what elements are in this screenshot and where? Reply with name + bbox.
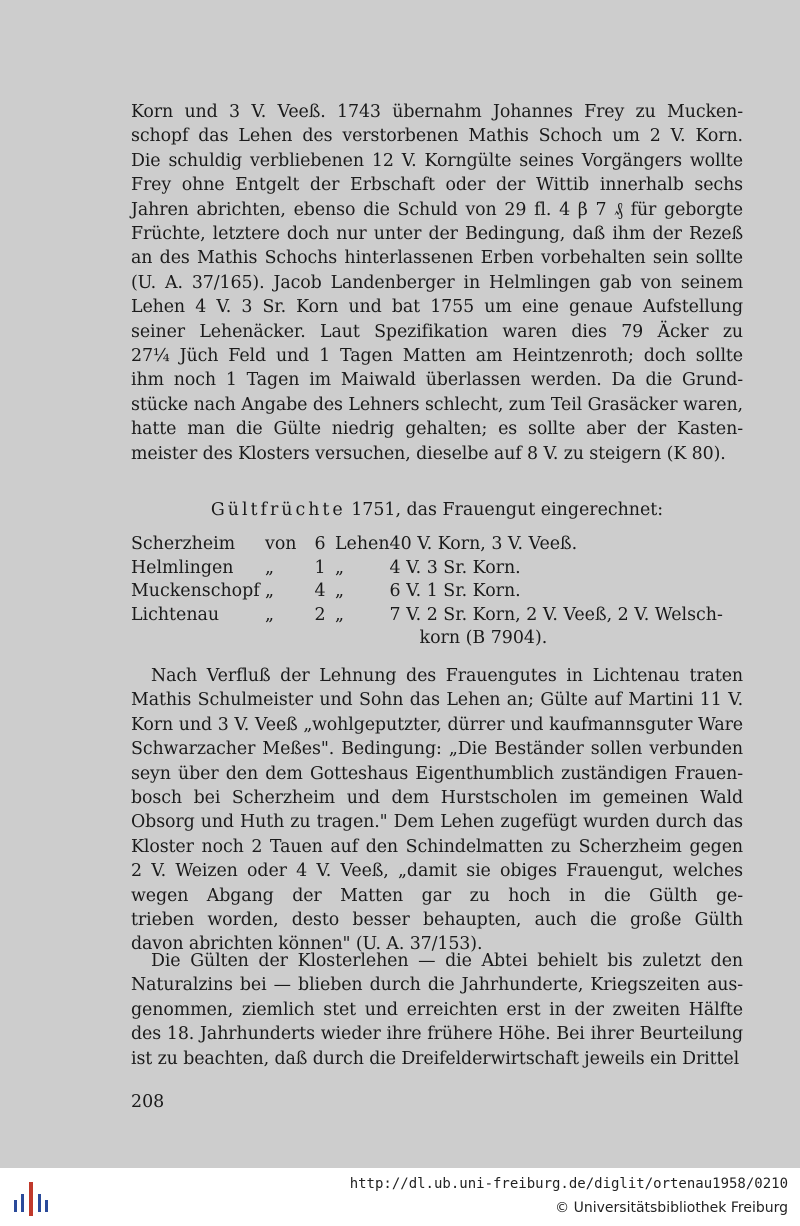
cell-lehen: „: [335, 557, 345, 578]
text-line: seiner Lehenäcker. Laut Spezifikation waren dies 79 Äcker zu: [131, 321, 743, 342]
fruits-table: [131, 534, 780, 652]
cell-place: Scherzheim: [131, 534, 236, 554]
text-line: des 18. Jahrhunderts wieder ihre frühere Höhe. Bei ihrer Beurteilung: [131, 1024, 743, 1045]
paragraph-1: [131, 100, 743, 466]
cell-num: 2: [314, 604, 326, 625]
footer-copyright: © Universitätsbibliothek Freiburg: [555, 1200, 788, 1216]
text-line: Schwarzacher Meßes". Bedingung: „Die Beständer sollen verbunden: [131, 739, 743, 760]
text-line: hatte man die Gülte niedrig gehalten; es sollte aber der Kasten-: [131, 419, 743, 440]
cell-lehen: [335, 628, 390, 652]
cell-num: 4: [314, 581, 326, 601]
table-row: [131, 628, 780, 652]
cell-value: 40 V. Korn, 3 V. Veeß.: [389, 534, 578, 554]
table-row: [131, 534, 780, 558]
cell-num: 6: [314, 534, 326, 554]
text-line: Kloster noch 2 Tauen auf den Schindelmatten zu Scherzheim gegen: [131, 836, 743, 857]
cell-place: [131, 628, 265, 652]
text-line: Korn und 3 V. Veeß. 1743 übernahm Johannes Frey zu Mucken-: [131, 102, 743, 122]
text-line: bosch bei Scherzheim und dem Hurstscholen im gemeinen Wald: [131, 788, 743, 809]
footer-bar: [0, 1168, 800, 1226]
text-line: Mathis Schulmeister und Sohn das Lehen an; Gülte auf Martini 11 V.: [131, 690, 743, 711]
text-line: an des Mathis Schochs hinterlassenen Erben vorbehalten sein sollte: [131, 248, 743, 269]
cell-von: „: [265, 557, 275, 578]
text-line: Jahren abrichten, ebenso die Schuld von 29 fl. 4 β 7 ₰ für geborgte: [131, 199, 743, 220]
text-line: ihm noch 1 Tagen im Maiwald überlassen werden. Da die Grund-: [131, 370, 743, 391]
table-row: [131, 558, 780, 582]
cell-value: korn (B 7904).: [419, 628, 548, 648]
cell-num: [305, 628, 335, 652]
text-line: ist zu beachten, daß durch die Dreifelderwirtschaft jeweils ein Drittel: [131, 1048, 740, 1069]
text-line: 27¼ Jüch Feld und 1 Tagen Matten am Heintzenroth; doch sollte: [131, 346, 743, 367]
cell-lehen: „: [335, 581, 345, 601]
text-line: wegen Abgang der Matten gar zu hoch in die Gülth ge-: [131, 885, 743, 906]
text-line: Naturalzins bei — blieben durch die Jahrhunderte, Kriegszeiten aus-: [131, 975, 743, 996]
text-line: trieben worden, desto besser behaupten, auch die große Gülth: [131, 910, 743, 931]
section-heading: [131, 498, 743, 522]
text-line: Die Gülten der Klosterlehen — die Abtei behielt bis zuletzt den: [151, 951, 743, 971]
cell-place: Lichtenau: [131, 604, 220, 625]
text-line: Obsorg und Huth zu tragen." Dem Lehen zugefügt wurden durch das: [131, 812, 743, 833]
table-row: [131, 605, 780, 629]
text-line: Früchte, letztere doch nur unter der Bedingung, daß ihm der Rezeß: [131, 224, 743, 245]
text-line: genommen, ziemlich stet und erreichten erst in der zweiten Hälfte: [131, 999, 743, 1020]
cell-place: Helmlingen: [131, 557, 234, 578]
footer-url-link[interactable]: http://dl.ub.uni-freiburg.de/diglit/ortenau1958/0210: [349, 1176, 788, 1192]
table-row: [131, 581, 780, 605]
text-line: meister des Klosters versuchen, dieselbe auf 8 V. zu steigern (K 80).: [131, 443, 726, 464]
cell-place: Muckenschopf: [131, 581, 260, 601]
paragraph-3: [131, 949, 743, 1071]
text-line: Nach Verfluß der Lehnung des Frauengutes in Lichtenau traten: [151, 666, 743, 686]
cell-von: von: [265, 534, 297, 554]
text-line: schopf das Lehen des verstorbenen Mathis Schoch um 2 V. Korn.: [131, 126, 743, 147]
cell-von: „: [265, 604, 275, 625]
text-line: davon abrichten können" (U. A. 37/153).: [131, 934, 483, 955]
cell-num: 1: [314, 557, 326, 578]
text-line: Die schuldig verbliebenen 12 V. Korngülte seines Vorgängers wollte: [131, 150, 743, 171]
text-line: Lehen 4 V. 3 Sr. Korn und bat 1755 um eine genaue Aufstellung: [131, 297, 743, 318]
text-line: Korn und 3 V. Veeß „wohlgeputzter, dürrer und kaufmannsguter Ware: [131, 714, 743, 735]
cell-lehen: Lehen: [335, 534, 390, 554]
paragraph-2: [131, 664, 743, 957]
university-logo-icon: [8, 1178, 58, 1218]
cell-von: „: [265, 581, 275, 601]
text-line: 2 V. Weizen oder 4 V. Veeß, „damit sie obiges Frauengut, welches: [131, 861, 743, 882]
heading-spaced-word: Gültfrüchte: [210, 500, 346, 520]
text-line: seyn über den dem Gotteshaus Eigenthumblich zuständigen Frauen-: [131, 763, 743, 784]
cell-von: [265, 628, 305, 652]
text-line: Frey ohne Entgelt der Erbschaft oder der Wittib innerhalb sechs: [131, 175, 743, 196]
page-number: 208: [131, 1092, 165, 1112]
cell-lehen: „: [335, 604, 345, 625]
cell-value: 7 V. 2 Sr. Korn, 2 V. Veeß, 2 V. Welsch-: [389, 604, 723, 625]
text-line: stücke nach Angabe des Lehners schlecht, zum Teil Grasäcker waren,: [131, 394, 743, 415]
cell-value: 6 V. 1 Sr. Korn.: [389, 581, 521, 601]
text-line: (U. A. 37/165). Jacob Landenberger in Helmlingen gab von seinem: [131, 272, 743, 293]
cell-value: 4 V. 3 Sr. Korn.: [389, 557, 521, 578]
heading-rest: 1751, das Frauengut eingerechnet:: [345, 500, 664, 520]
